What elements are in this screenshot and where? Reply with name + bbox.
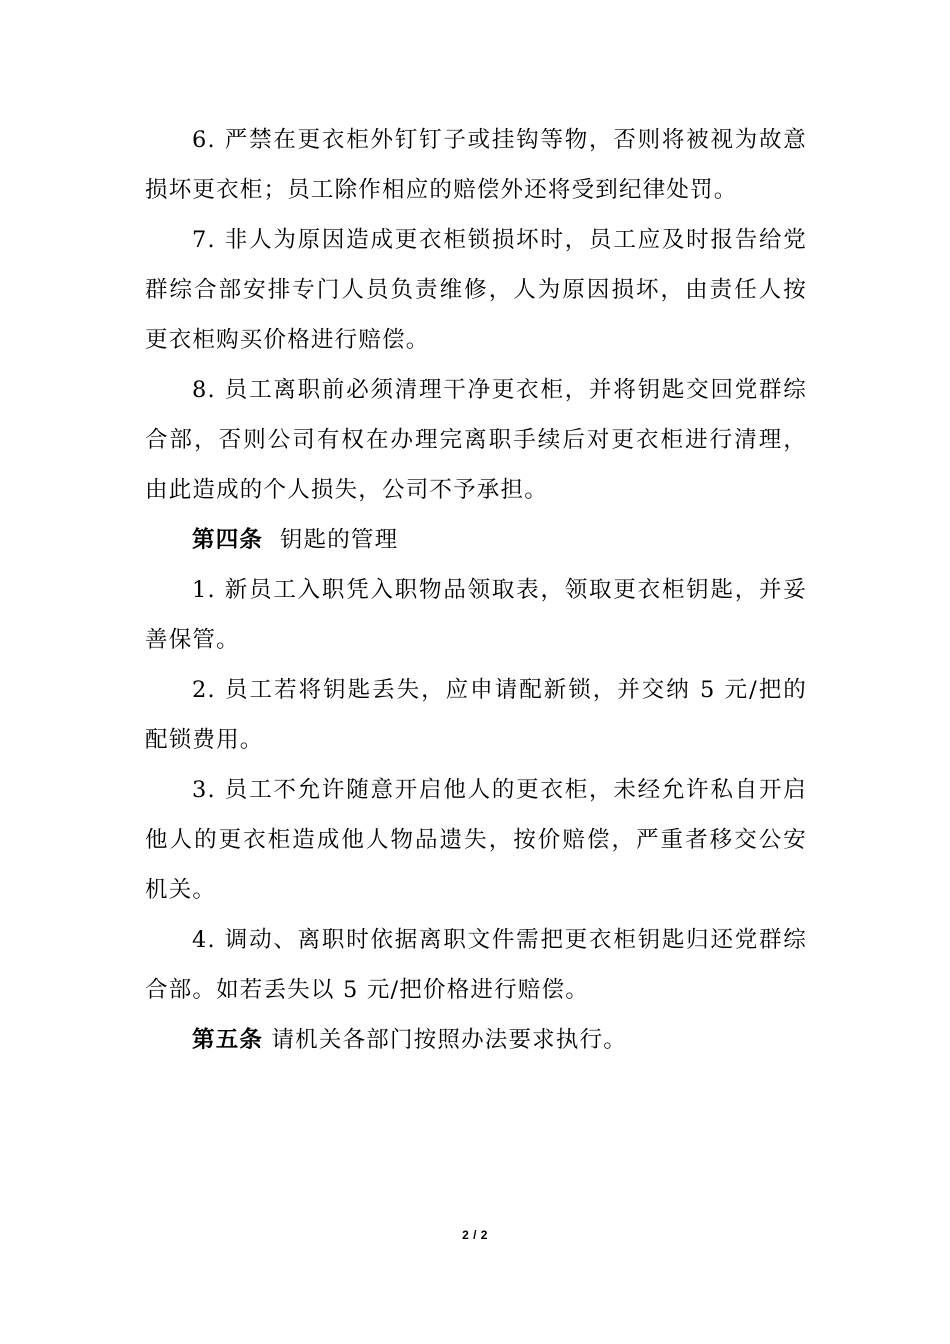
key-rule-item-3: 3. 员工不允许随意开启他人的更衣柜，未经允许私自开启他人的更衣柜造成他人物品遗失，按价赔偿，严重者移交公安机关。: [145, 777, 807, 903]
article-4-title: 钥匙的管理: [279, 527, 399, 553]
article-5-number: 第五条: [192, 1027, 264, 1053]
rule-item-7: 7. 非人为原因造成更衣柜锁损坏时，员工应及时报告给党群综合部安排专门人员负责维修，人为原因损坏，由责任人按更衣柜购买价格进行赔偿。: [145, 227, 807, 353]
document-body: [145, 115, 807, 1065]
key-rule-item-4: 4. 调动、离职时依据离职文件需把更衣柜钥匙归还党群综合部。如若丢失以 5 元/把价格进行赔偿。: [145, 927, 807, 1003]
key-rule-item-1: 1. 新员工入职凭入职物品领取表，领取更衣柜钥匙，并妥善保管。: [145, 577, 807, 653]
key-rule-item-2: 2. 员工若将钥匙丢失，应申请配新锁，并交纳 5 元/把的配锁费用。: [145, 677, 807, 753]
rule-item-8: 8. 员工离职前必须清理干净更衣柜，并将钥匙交回党群综合部，否则公司有权在办理完离职手续后对更衣柜进行清理，由此造成的个人损失，公司不予承担。: [145, 377, 807, 503]
article-5-line: [145, 1015, 807, 1065]
article-4-heading-line: [145, 515, 807, 565]
article-4-number: 第四条: [192, 527, 264, 553]
article-5-text: 请机关各部门按照办法要求执行。: [271, 1027, 627, 1053]
page-number: 2 / 2: [462, 1228, 488, 1242]
rule-item-6: 6. 严禁在更衣柜外钉钉子或挂钩等物，否则将被视为故意损坏更衣柜；员工除作相应的赔偿外还将受到纪律处罚。: [145, 127, 807, 203]
